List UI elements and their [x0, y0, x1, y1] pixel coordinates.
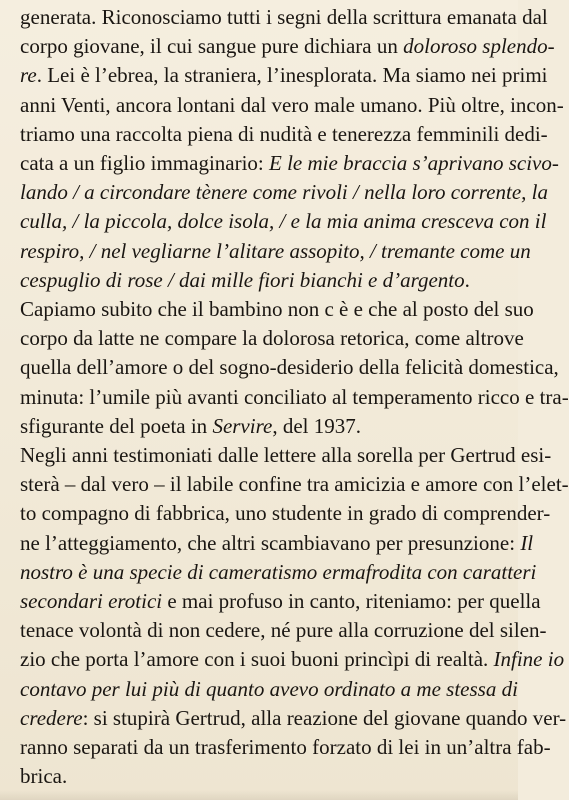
italic-text-run: culla, / la piccola, dolce isola, / e la mia anima cresceva con il [20, 209, 547, 234]
italic-text-run: respiro, / nel vegliarne l’alitare assopito, / tremante come un [20, 238, 531, 263]
text-run: corpo giovane, il cui sangue pure dichiara un [20, 34, 404, 59]
text-run: . Lei è l’ebrea, la straniera, l’inesplorata. Ma siamo nei primi [36, 63, 548, 88]
text-run: : si stupirà Gertrud, alla reazione del giovane quando ver- [82, 705, 567, 730]
italic-text-run: Il [520, 530, 534, 555]
text-line [20, 759, 498, 793]
text-run: generata. Riconosciamo tutti i segni della scrittura emanata dal [20, 5, 548, 29]
italic-text-run: E le mie braccia s’aprivano scivo- [269, 151, 559, 175]
text-run: e mai profuso in canto, riteniamo: per quella [162, 589, 541, 613]
text-run: tenace volontà di non cedere, né pure alla corruzione del silen- [20, 618, 547, 643]
text-run: to compagno di fabbrica, uno studente in grado di comprender- [20, 501, 551, 526]
text-run: , del 1937. [272, 413, 361, 438]
text-run: ne l’atteggiamento, che altri scambiavano per presunzione: [20, 530, 521, 555]
italic-text-run: lando / a circondare tènere come rivoli / nella loro corrente, la [20, 180, 548, 205]
text-run: cata a un figlio immaginario: [20, 151, 270, 175]
italic-text-run: Infine io [493, 647, 565, 672]
text-run: triamo una raccolta piena di nudità e tenerezza femminili dedi- [20, 121, 548, 146]
text-run: zio che porta l’amore con i suoi buoni princìpi di realtà. [20, 647, 494, 672]
text-run: Negli anni testimoniati dalle lettere alla sorella per Gertrud esi- [20, 443, 552, 467]
text-run: sfigurante del poeta in [20, 413, 213, 438]
text-run: quella dell’amore o del sogno-desiderio della felicità domestica, [20, 355, 559, 380]
italic-text-run: credere [20, 705, 83, 730]
italic-text-run: Servire [212, 413, 273, 438]
italic-text-run: nostro è una specie di cameratismo ermafrodita con caratteri [20, 559, 537, 584]
text-run: ranno separati da un trasferimento forzato di lei in un’altra fab- [20, 735, 551, 759]
text-run: brica. [20, 764, 68, 789]
italic-text-run: contavo per lui più di quanto avevo ordinato a me stessa di [20, 676, 518, 701]
italic-text-run: secondari erotici [20, 589, 163, 613]
text-run: minuta: l’umile più avanti conciliato al temperamento ricco e tra- [20, 384, 569, 409]
text-run: sterà – dal vero – il labile confine tra amicizia e amore con l’elet- [20, 472, 569, 497]
text-run: corpo da latte ne compare la dolorosa retorica, come altrove [20, 326, 524, 351]
italic-text-run: cespuglio di rose / dai mille fiori bianchi e d’argento [20, 267, 465, 292]
text-run: anni Venti, ancora lontani dal vero male umano. Più oltre, incon- [20, 92, 564, 117]
page-edge-shadow [0, 790, 518, 800]
text-run: Capiamo subito che il bambino non c è e che al posto del suo [20, 297, 534, 321]
italic-text-run: re [20, 63, 37, 88]
text-run: . [464, 267, 470, 292]
italic-text-run: doloroso splendo- [403, 34, 555, 59]
